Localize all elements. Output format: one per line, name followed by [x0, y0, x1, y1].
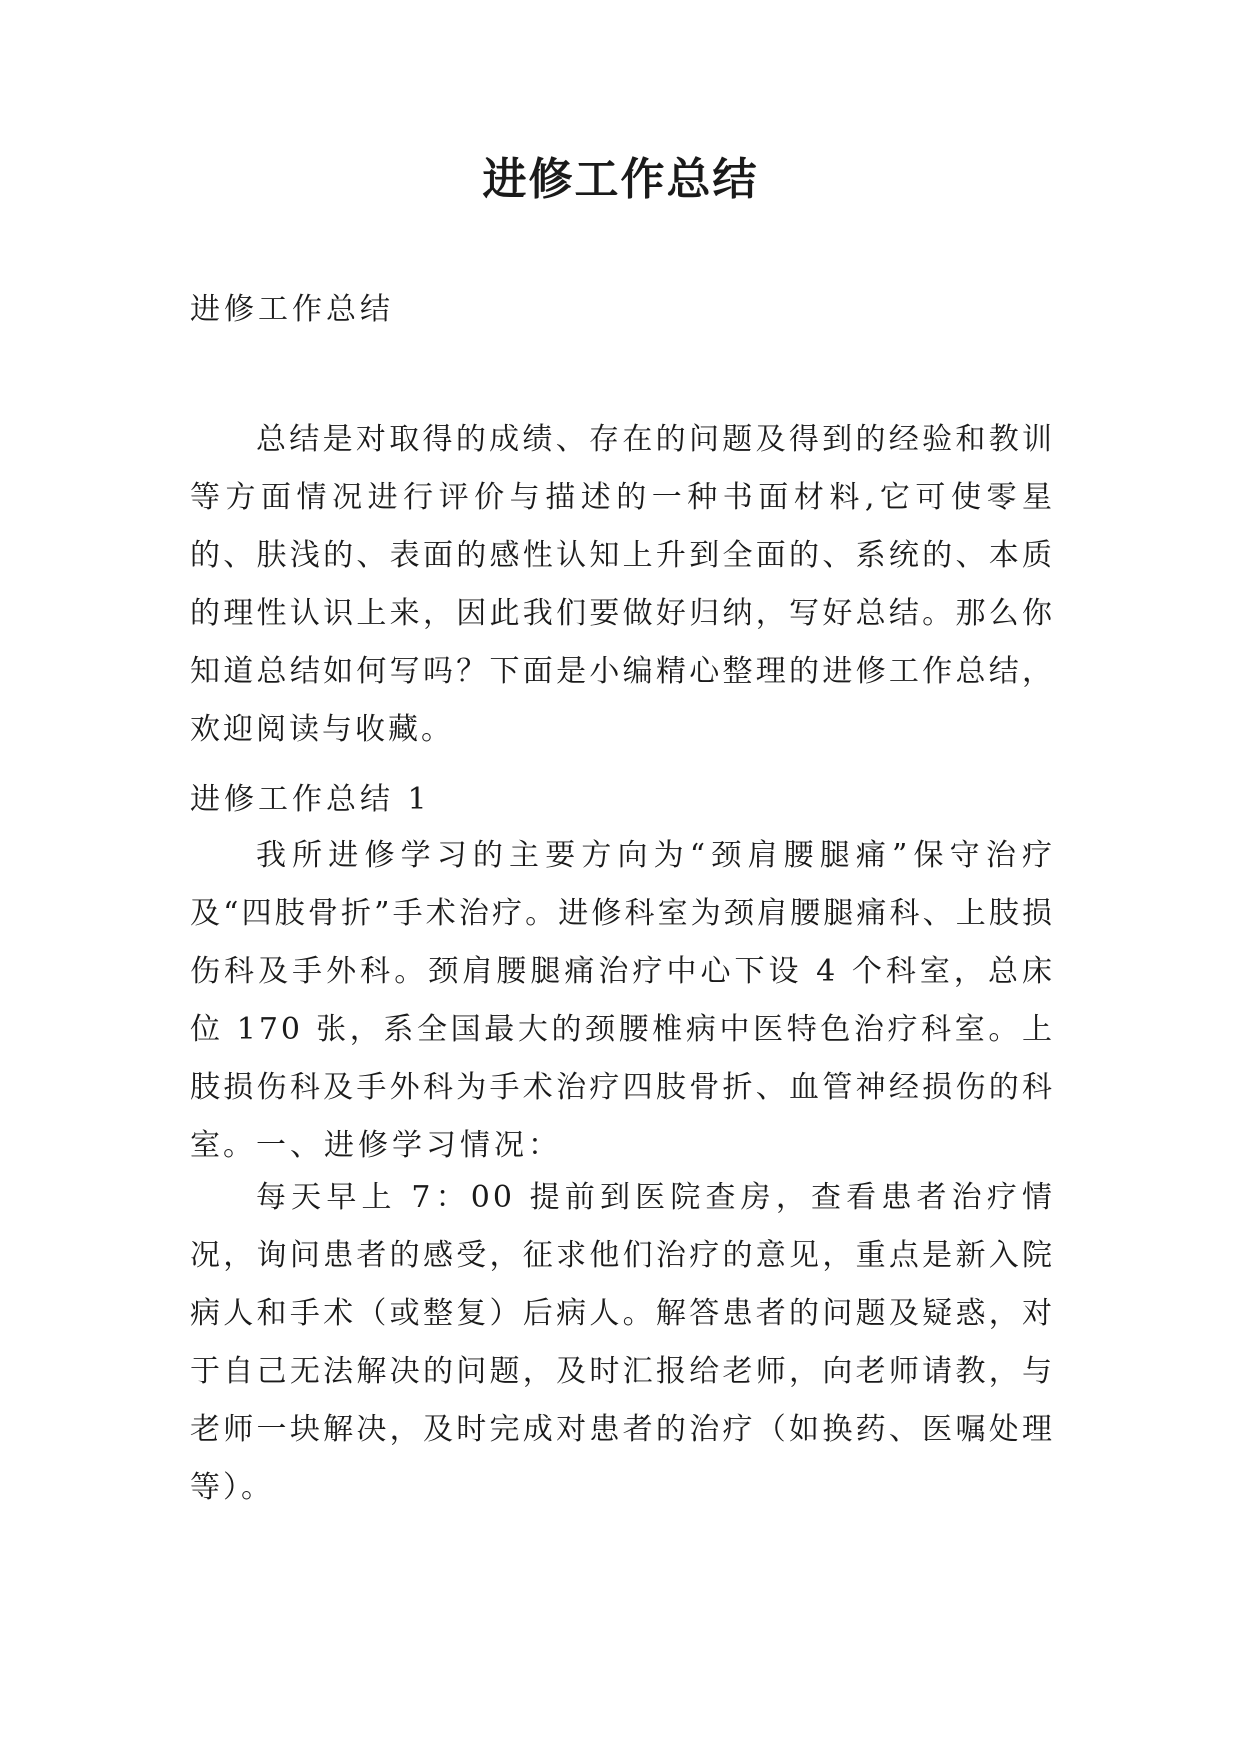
section-subheading: 一、进修学习情况：	[256, 1128, 562, 1163]
document-subtitle: 进修工作总结	[190, 292, 394, 327]
section-heading: 进修工作总结 1	[190, 782, 431, 817]
section-paragraph: 每天早上 7：00 提前到医院查房，查看患者治疗情况，询问患者的感受，征求他们治疗的意见，重点是新入院病人和手术（或整复）后病人。解答患者的问题及疑惑，对于自己无法解决的问题，及时汇报给老师，向老师请教，与老师一块解决，及时完成对患者的治疗（如换药、医嘱处理等）。	[190, 1180, 1055, 1505]
intro-paragraph: 总结是对取得的成绩、存在的问题及得到的经验和教训等方面情况进行评价与描述的一种书面材料,它可使零星的、肤浅的、表面的感性认知上升到全面的、系统的、本质的理性认识上来，因此我们要做好归纳，写好总结。那么你知道总结如何写吗？下面是小编精心整理的进修工作总结，欢迎阅读与收藏。	[190, 422, 1055, 747]
section-paragraph: 我所进修学习的主要方向为“颈肩腰腿痛”保守治疗及“四肢骨折”手术治疗。进修科室为颈肩腰腿痛科、上肢损伤科及手外科。颈肩腰腿痛治疗中心下设 4 个科室，总床位 170 张，系全国最大的颈腰椎病中医特色治疗科室。上肢损伤科及手外科为手术治疗四肢骨折、血管神经损伤的科室。	[190, 838, 1055, 1163]
document-title: 进修工作总结	[482, 154, 759, 205]
